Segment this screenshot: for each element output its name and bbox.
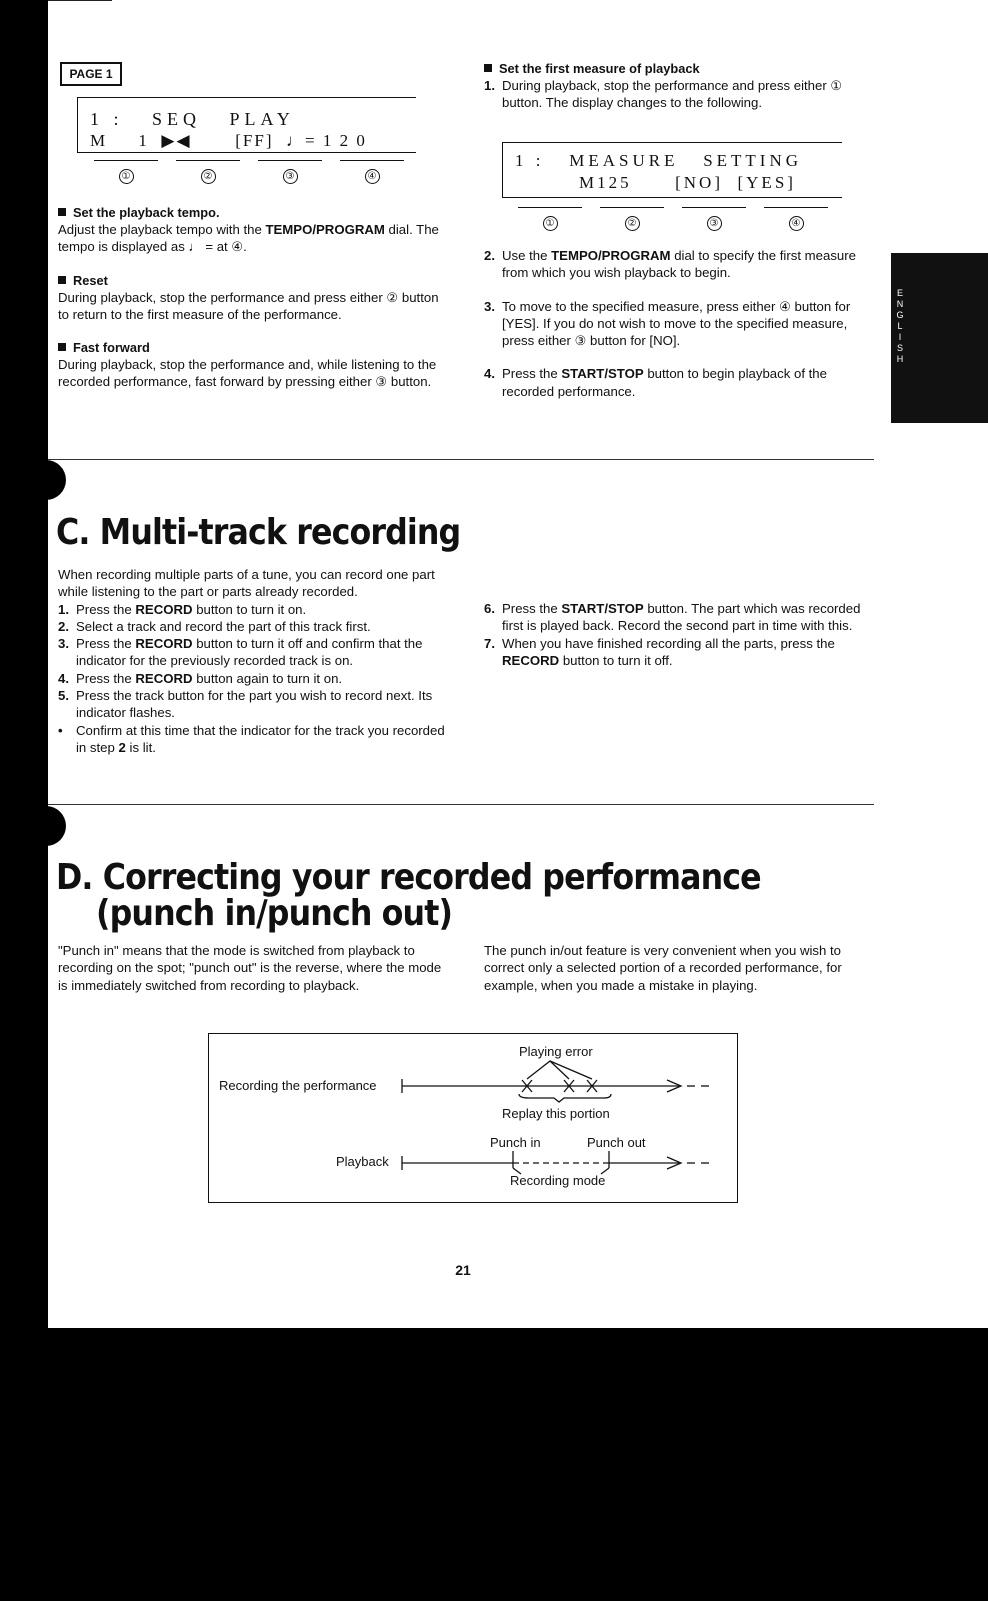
lcd2-line-2: M125 [NO] [YES] xyxy=(579,173,796,192)
manual-page xyxy=(48,0,988,1328)
tab-letter: I xyxy=(898,332,902,342)
button-2-label: ② xyxy=(600,207,664,231)
tempo-text: Adjust the playback tempo with the TEMPO/PROGRAM dial. The tempo is displayed as ♩ = at ④. xyxy=(58,222,439,255)
lcd2-line-1: 1 : MEASURE SETTING xyxy=(515,151,803,170)
multi-step-1: 1. Press the RECORD button to turn it on. xyxy=(58,601,307,617)
button-row-2 xyxy=(518,207,846,231)
section-rule-c xyxy=(48,459,874,460)
multi-step-4: 4. Press the RECORD button again to turn it on. xyxy=(58,670,343,686)
multi-step-5: 5. Press the track button for the part you wish to record next. Its indicator flashes. xyxy=(58,688,433,721)
recording-performance-label: Recording the performance xyxy=(219,1078,377,1093)
multi-step-7: 7. When you have finished recording all the parts, press the RECORD button to turn it off. xyxy=(484,635,835,668)
language-tab-english xyxy=(891,253,988,423)
section-d-title-line-2: (punch in/punch out) xyxy=(96,893,453,934)
button-2-label: ② xyxy=(176,160,240,184)
section-marker-c xyxy=(44,460,66,500)
button-3-label: ③ xyxy=(682,207,746,231)
first-measure-step-2: 2. Use the TEMPO/PROGRAM dial to specify the first measure from which you wish playback to begin. xyxy=(484,248,856,281)
page-label: PAGE 1 xyxy=(60,62,122,86)
punch-diagram xyxy=(208,1033,738,1203)
fast-forward-heading: Fast forward xyxy=(58,339,450,356)
tab-letter: G xyxy=(896,310,904,320)
section-c-left xyxy=(58,566,450,756)
button-4-label: ④ xyxy=(764,207,828,231)
section-marker-d xyxy=(44,806,66,846)
section-c-intro: When recording multiple parts of a tune, you can record one part while listening to the part or parts already recorded. xyxy=(58,567,435,600)
lcd-display-measure-setting xyxy=(502,142,842,198)
section-c-title: C. Multi-track recording xyxy=(56,512,461,553)
first-measure-step-3: 3. To move to the specified measure, press either ④ button for [YES]. If you do not wish to move to the specified measure, press either ③ button for [NO]. xyxy=(484,298,851,349)
tab-letter: H xyxy=(896,354,904,364)
fast-forward-text: During playback, stop the performance and, while listening to the recorded performance, fast forward by pressing either ③ button. xyxy=(58,357,437,390)
multi-step-bullet: • Confirm at this time that the indicator for the track you recorded in step 2 is lit. xyxy=(58,722,445,755)
section-d-title-line-1: D. Correcting your recorded performance xyxy=(56,857,761,898)
page-number: 21 xyxy=(455,1262,471,1278)
tempo-heading: Set the playback tempo. xyxy=(58,204,450,221)
section-d-right-text: The punch in/out feature is very convenient when you wish to correct only a selected portion of a recorded performance, for example, when you made a mistake in playing. xyxy=(484,943,842,993)
tab-letter: E xyxy=(896,288,903,298)
reset-heading: Reset xyxy=(58,272,450,289)
right-top-text xyxy=(484,60,876,112)
multi-step-2: 2. Select a track and record the part of this track first. xyxy=(58,618,371,634)
button-1-label: ① xyxy=(94,160,158,184)
lcd-line-1: 1 : SEQ PLAY xyxy=(90,109,295,129)
playback-label: Playback xyxy=(336,1154,389,1169)
recording-mode-label: Recording mode xyxy=(510,1173,606,1188)
section-c-right xyxy=(484,600,876,669)
multi-step-3: 3. Press the RECORD button to turn it off and confirm that the indicator for the previously recorded track is on. xyxy=(58,636,423,669)
first-measure-heading: Set the first measure of playback xyxy=(484,60,876,77)
button-row-1 xyxy=(94,160,422,184)
reset-text: During playback, stop the performance and press either ② button to return to the first measure of the performance. xyxy=(58,289,439,322)
lcd-line-2: M 1 ▶◀ [FF] ♩= 1 2 0 xyxy=(90,131,367,150)
replay-portion-label: Replay this portion xyxy=(502,1106,610,1121)
multi-step-6: 6. Press the START/STOP button. The part which was recorded first is played back. Record the second part in time with this. xyxy=(484,601,861,634)
playing-error-label: Playing error xyxy=(519,1044,593,1059)
left-top-text xyxy=(58,204,450,391)
punch-out-label: Punch out xyxy=(587,1135,646,1150)
lcd-display-seq-play xyxy=(77,97,416,153)
tab-letter: S xyxy=(896,343,903,353)
tab-letter: N xyxy=(896,299,904,309)
punch-in-label: Punch in xyxy=(490,1135,541,1150)
right-top-steps xyxy=(484,247,876,400)
first-measure-step-1: 1. During playback, stop the performance and press either ① button. The display changes to the following. xyxy=(484,78,843,111)
first-measure-step-4: 4. Press the START/STOP button to begin playback of the recorded performance. xyxy=(484,366,827,399)
button-1-label: ① xyxy=(518,207,582,231)
tab-letter: L xyxy=(897,321,903,331)
button-4-label: ④ xyxy=(340,160,404,184)
section-d-left-text: "Punch in" means that the mode is switched from playback to recording on the spot; "punch out" is the reverse, where the mode is immediately switched from recording to playback. xyxy=(58,943,442,993)
button-3-label: ③ xyxy=(258,160,322,184)
section-rule-d xyxy=(48,804,874,805)
diagram-lines xyxy=(209,1034,739,1204)
